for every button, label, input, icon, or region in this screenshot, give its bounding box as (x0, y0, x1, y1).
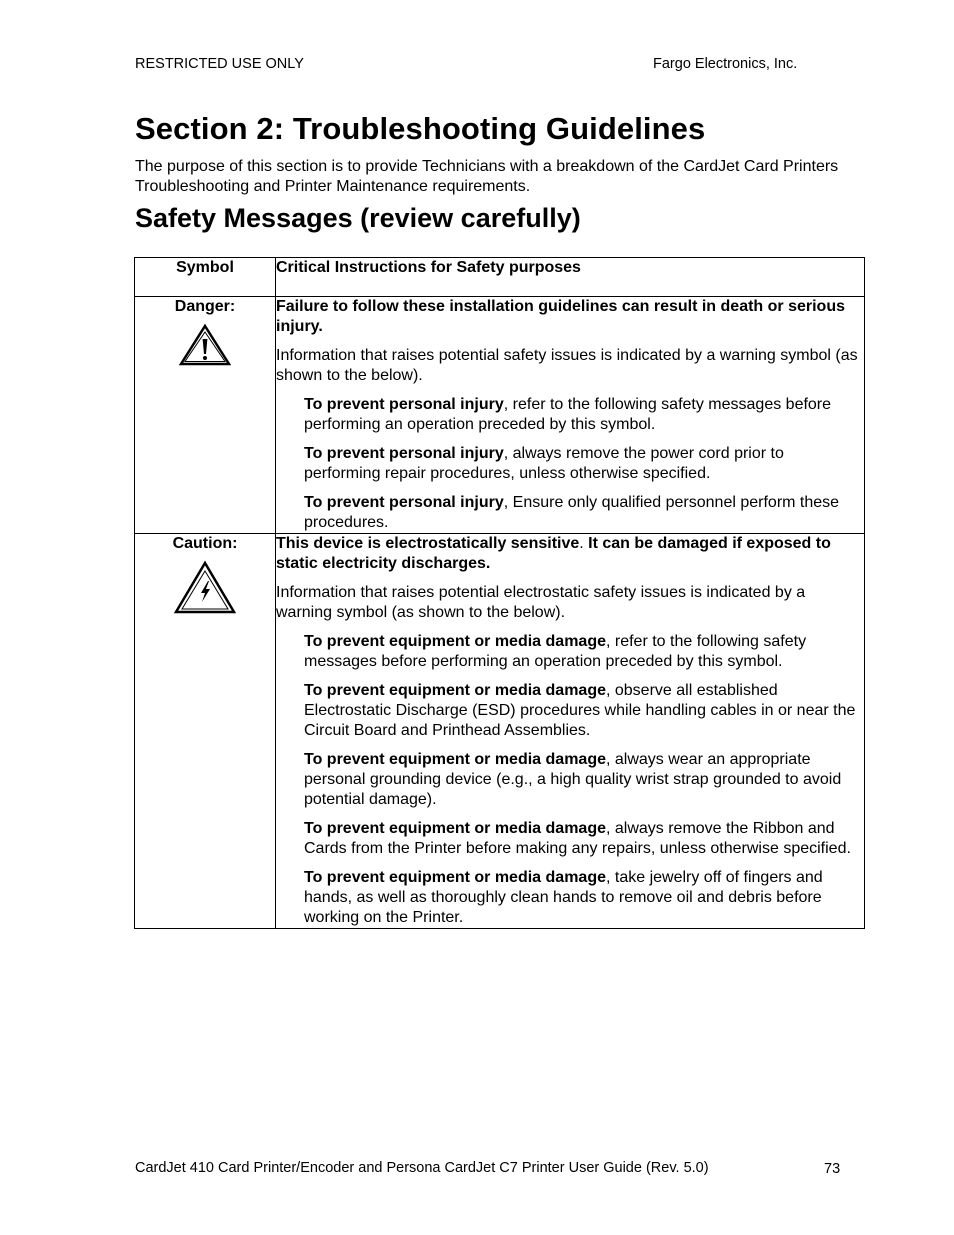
item-bold-text: To prevent equipment or media damage (304, 820, 606, 837)
symbol-cell-caution (135, 534, 276, 929)
danger-lead-text: Failure to follow these installation guidelines can result in death or serious injury. (276, 298, 845, 335)
table-row-caution (135, 534, 865, 929)
item-bold-text: To prevent personal injury (304, 445, 504, 462)
item-text: , refer to the following safety messages before performing an operation preceded by this symbol. (304, 396, 832, 433)
footer-document-title: CardJet 410 Card Printer/Encoder and Persona CardJet C7 Printer User Guide (Rev. 5.0) (135, 1160, 709, 1176)
item-text: , take jewelry off of fingers and hands, as well as thoroughly clean hands to remove oil and debris before working on the Printer. (304, 869, 823, 926)
caution-item (304, 750, 864, 810)
item-bold-text: To prevent equipment or media damage (304, 633, 606, 650)
item-bold-text: To prevent equipment or media damage (304, 869, 606, 886)
header-company-name: Fargo Electronics, Inc. (653, 56, 798, 72)
danger-item (304, 493, 864, 533)
table-header-row (135, 258, 865, 297)
item-text: , always wear an appropriate personal grounding device (e.g., a high quality wrist strap grounded to avoid potential damage). (304, 751, 842, 808)
column-header-symbol: Symbol (135, 258, 276, 297)
warning-exclamation-icon (179, 323, 231, 367)
item-text: , observe all established Electrostatic Discharge (ESD) procedures while handling cables in or near the Circuit Board and Printhead Assemblies. (304, 682, 856, 739)
footer-page-number: 73 (824, 1161, 841, 1177)
caution-lead-part-b: It can be damaged if exposed to static electricity discharges. (276, 535, 831, 572)
item-bold-text: To prevent equipment or media damage (304, 751, 606, 768)
safety-messages-heading: Safety Messages (review carefully) (135, 203, 581, 233)
item-bold-text: To prevent equipment or media damage (304, 682, 606, 699)
caution-item (304, 632, 864, 672)
danger-info-text: Information that raises potential safety issues is indicated by a warning symbol (as shown to the below). (276, 347, 858, 384)
intro-paragraph: The purpose of this section is to provide Technicians with a breakdown of the CardJet Card Printers Troubleshooting and Printer Maintenance requirements. (135, 158, 839, 195)
danger-item (304, 444, 864, 484)
caution-item (304, 681, 864, 741)
caution-item (304, 868, 864, 928)
item-bold-text: To prevent personal injury (304, 396, 504, 413)
instructions-cell-danger (276, 297, 865, 534)
item-text: , always remove the Ribbon and Cards from the Printer before making any repairs, unless otherwise specified. (304, 820, 851, 857)
header-restricted-label: RESTRICTED USE ONLY (135, 56, 304, 72)
caution-lead-part-a: This device is electrostatically sensitive (276, 535, 580, 552)
item-text: , Ensure only qualified personnel perform these procedures. (304, 494, 840, 531)
caution-lead-separator: . (579, 535, 589, 552)
caution-lead-text (276, 534, 864, 574)
safety-table (134, 257, 865, 929)
table-row-danger (135, 297, 865, 534)
danger-item (304, 395, 864, 435)
caution-info-text: Information that raises potential electrostatic safety issues is indicated by a warning symbol (as shown to the below). (276, 584, 806, 621)
item-text: , refer to the following safety messages before performing an operation preceded by this symbol. (304, 633, 807, 670)
caution-item (304, 819, 864, 859)
symbol-cell-danger (135, 297, 276, 534)
electrostatic-lightning-icon (173, 560, 237, 616)
item-bold-text: To prevent personal injury (304, 494, 504, 511)
danger-label: Danger: (174, 298, 236, 315)
section-title: Section 2: Troubleshooting Guidelines (135, 111, 706, 146)
item-text: , always remove the power cord prior to performing repair procedures, unless otherwise specified. (304, 445, 784, 482)
caution-label: Caution: (172, 535, 238, 552)
column-header-instructions: Critical Instructions for Safety purposes (276, 258, 865, 297)
instructions-cell-caution (276, 534, 865, 929)
